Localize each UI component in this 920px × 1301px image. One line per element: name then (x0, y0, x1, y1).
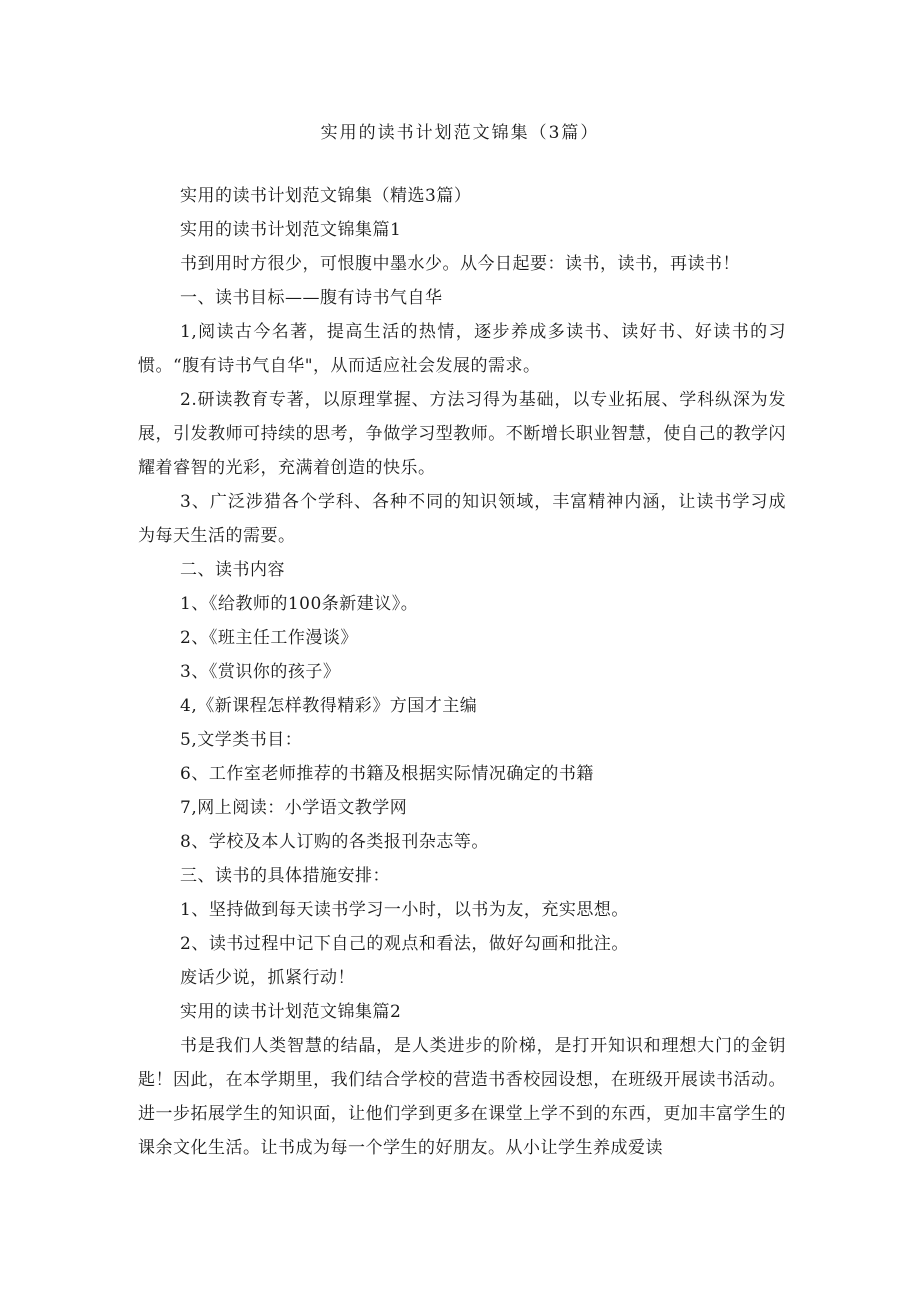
document-body (138, 179, 786, 1165)
list-item: 6、工作室老师推荐的书籍及根据实际情况确定的书籍 (180, 764, 594, 784)
list-item: 8、学校及本人订购的各类报刊杂志等。 (180, 832, 489, 852)
intro-line: 书到用时方很少，可恨腹中墨水少。从今日起要：读书，读书，再读书！ (180, 254, 740, 274)
subtitle-line: 实用的读书计划范文锦集（精选3篇） (180, 186, 472, 206)
list-item: 5,文学类书目： (180, 730, 303, 750)
list-item: 2、读书过程中记下自己的观点和看法，做好勾画和批注。 (180, 934, 629, 954)
final-paragraph: 书是我们人类智慧的结晶，是人类进步的阶梯，是打开知识和理想大门的金钥匙！因此，在本学期里，我们结合学校的营造书香校园设想，在班级开展读书活动。进一步拓展学生的知识面，让他们学到更多在课堂上学不到的东西，更加丰富学生的课余文化生活。让书成为每一个学生的好朋友。从小让学生养成爱读 (138, 1036, 786, 1158)
closing-line: 废话少说，抓紧行动！ (180, 968, 355, 988)
content-heading: 二、读书内容 (180, 560, 285, 580)
section-heading-2: 实用的读书计划范文锦集篇2 (180, 1002, 402, 1022)
document-title: 实用的读书计划范文锦集（3篇） (320, 123, 600, 143)
list-item: 2、《班主任工作漫谈》 (180, 628, 358, 648)
goal-heading: 一、读书目标——腹有诗书气自华 (180, 288, 443, 308)
list-item: 1、《给教师的100条新建议》。 (180, 594, 419, 614)
measures-heading: 三、读书的具体措施安排： (180, 866, 390, 886)
list-item: 7,网上阅读：小学语文教学网 (180, 798, 408, 818)
goal-paragraph-2: 2.研读教育专著，以原理掌握、方法习得为基础，以专业拓展、学科纵深为发展，引发教师可持续的思考，争做学习型教师。不断增长职业智慧，使自己的教学闪耀着睿智的光彩，充满着创造的快乐。 (138, 390, 786, 478)
goal-paragraph-3: 3、广泛涉猎各个学科、各种不同的知识领域，丰富精神内涵，让读书学习成为每天生活的需要。 (138, 492, 786, 546)
list-item: 3、《赏识你的孩子》 (180, 662, 341, 682)
list-item: 1、坚持做到每天读书学习一小时，以书为友，充实思想。 (180, 900, 629, 920)
goal-paragraph-1: 1,阅读古今名著，提高生活的热情，逐步养成多读书、读好书、好读书的习惯。“腹有诗书气自华"，从而适应社会发展的需求。 (138, 322, 786, 376)
section-heading-1: 实用的读书计划范文锦集篇1 (180, 220, 402, 240)
list-item: 4,《新课程怎样教得精彩》方国才主编 (180, 696, 478, 716)
